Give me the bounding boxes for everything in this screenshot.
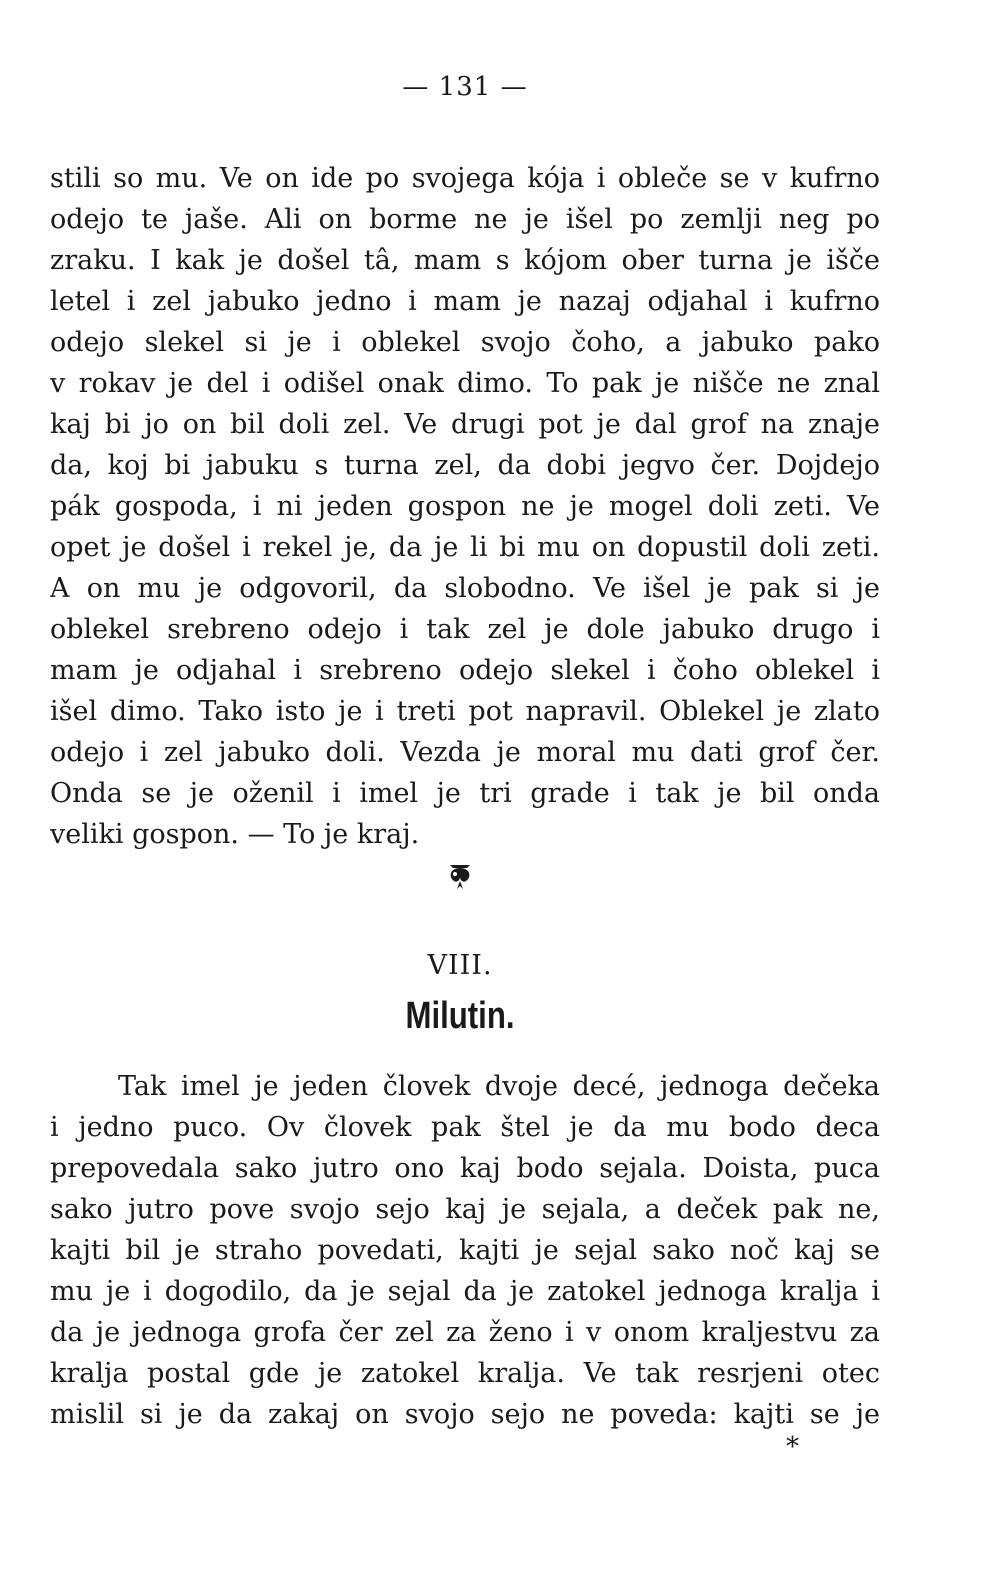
text-line: mislil si je da zakaj on svojo sejo ne poveda: kajti se je (50, 1399, 880, 1430)
fleuron-icon (440, 855, 480, 895)
text-line: išel dimo. Tako isto je i treti pot napravil. Oblekel je zlato (50, 696, 880, 727)
text-line: pák gospoda, i ni jeden gospon ne je mogel doli zeti. Ve (50, 491, 880, 522)
chapter-title: Milutin. (405, 995, 515, 1037)
text-line: da je jednoga grofa čer zel za ženo i v onom kraljestvu za (50, 1317, 880, 1348)
story-ending-paragraph (50, 158, 880, 855)
text-line: mam je odjahal i srebreno odejo slekel i čoho oblekel i (50, 655, 880, 686)
text-line: v rokav je del i odišel onak dimo. To pak je nišče ne znal (50, 368, 880, 399)
text-line: opet je došel i rekel je, da je li bi mu on dopustil doli zeti. (50, 532, 880, 563)
text-line: Onda se je oženil i imel je tri grade i tak je bil onda (50, 778, 880, 809)
text-line: veliki gospon. — To je kraj. (50, 819, 420, 850)
text-line: stili so mu. Ve on ide po svojega kója i obleče se v kufrno (50, 163, 880, 194)
text-line: kralja postal gde je zatokel kralja. Ve tak resrjeni otec (50, 1358, 880, 1389)
text-line: A on mu je odgovoril, da slobodno. Ve išel je pak si je (50, 573, 880, 604)
text-line: kajti bil je straho povedati, kajti je sejal sako noč kaj se (50, 1235, 880, 1266)
text-line: odejo i zel jabuko doli. Vezda je moral mu dati grof čer. (50, 737, 880, 768)
chapter-opening-paragraph (50, 1066, 880, 1435)
chapter-number: VIII. (427, 950, 493, 981)
page-number: — 131 — (402, 72, 528, 102)
text-line: kaj bi jo on bil doli zel. Ve drugi pot je dal grof na znaje (50, 409, 880, 440)
text-line: prepovedala sako jutro ono kaj bodo sejala. Doista, puca (50, 1153, 880, 1184)
text-line: oblekel srebreno odejo i tak zel je dole jabuko drugo i (50, 614, 880, 645)
text-line: letel i zel jabuko jedno i mam je nazaj odjahal i kufrno (50, 286, 880, 317)
text-line: odejo slekel si je i oblekel svojo čoho, a jabuko pako (50, 327, 880, 358)
text-line: Tak imel je jeden človek dvoje decé, jednoga dečeka (118, 1071, 880, 1102)
text-line: mu je i dogodilo, da je sejal da je zatokel jednoga kralja i (50, 1276, 880, 1307)
text-line: sako jutro pove svojo sejo kaj je sejala, a deček pak ne, (50, 1194, 880, 1225)
fleuron-icon-graphic (440, 855, 480, 895)
text-line: odejo te jaše. Ali on borme ne je išel po zemlji neg po (50, 204, 880, 235)
text-line: da, koj bi jabuku s turna zel, da dobi jegvo čer. Dojdejo (50, 450, 880, 481)
text-line: zraku. I kak je došel tâ, mam s kójom ober turna je išče (50, 245, 880, 276)
text-line: i jedno puco. Ov človek pak štel je da mu bodo deca (50, 1112, 880, 1143)
signature-mark: * (786, 1432, 799, 1462)
